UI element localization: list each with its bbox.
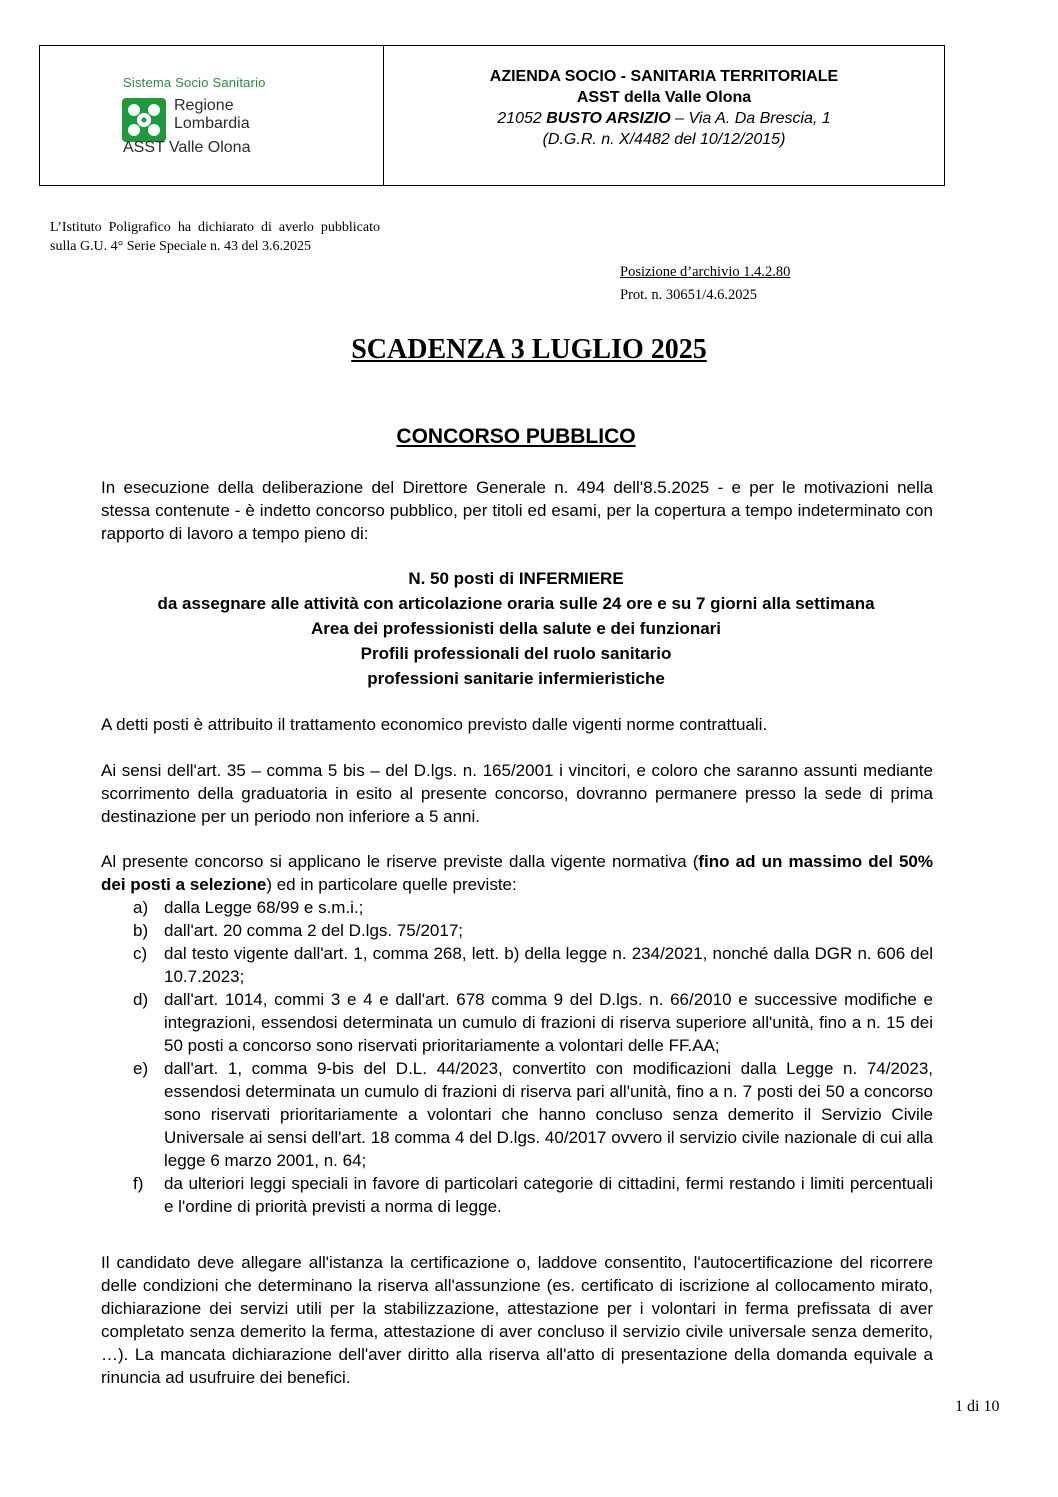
protocol-number: Prot. n. 30651/4.6.2025 (620, 287, 757, 303)
list-text: dall'art. 1, comma 9-bis del D.L. 44/2023, convertito con modificazioni dalla Legge n. 74/2023, essendosi determinata un cumulo di frazioni di riserva pari all'unità, fino a n. 7 posti dei 50 a concorso sono riservati prioritariamente a volontari che hanno concluso senza demerito il Servizio Civile Universale ai sensi dell'art. 18 comma 4 del D.lgs. 40/2017 ovvero il servizio civile nazionale di cui alla legge 6 marzo 2001, n. 64; (164, 1059, 933, 1170)
page-number: 1 di 10 (955, 1398, 1000, 1415)
list-letter: c) (133, 944, 148, 963)
logo-asst-name: ASST Valle Olona (123, 139, 251, 156)
list-letter: f) (133, 1174, 144, 1193)
position-area: Area dei professionisti della salute e dei funzionari (311, 619, 721, 638)
intro-paragraph: In esecuzione della deliberazione del Direttore Generale n. 494 dell'8.5.2025 - e per le motivazioni nella stessa contenute - è indetto concorso pubblico, per titoli ed esami, per la copertura a tempo indeterminato con rapporto di lavoro a tempo pieno di: (101, 478, 933, 543)
position-profile: Profili professionali del ruolo sanitario (360, 644, 672, 663)
economic-paragraph: A detti posti è attribuito il trattamento economico previsto dalle vigenti norme contrattuali. (101, 715, 768, 734)
address-city: BUSTO ARSIZIO (546, 110, 671, 127)
reserves-list (101, 896, 933, 1218)
regione-lombardia-logo-icon (122, 98, 166, 142)
publication-note: L’Istituto Poligrafico ha dichiarato di averlo pubblicato sulla G.U. 4° Serie Speciale n. 43 del 3.6.2025 (50, 220, 380, 254)
position-count: N. 50 posti di INFERMIERE (408, 569, 624, 588)
deadline-title: SCADENZA 3 LUGLIO 2025 (351, 334, 707, 365)
agency-name: AZIENDA SOCIO - SANITARIA TERRITORIALE (489, 68, 839, 85)
logo-region-line1: Regione (174, 97, 234, 114)
list-item (101, 896, 933, 919)
list-text: da ulteriori leggi speciali in favore di particolari categorie di cittadini, fermi restando i limiti percentuali e l'ordine di priorità previsti a norma di legge. (164, 1174, 933, 1216)
art35-paragraph: Ai sensi dell'art. 35 – comma 5 bis – del D.lgs. n. 165/2001 i vincitori, e coloro che saranno assunti mediante scorrimento della graduatoria in esito al presente concorso, dovranno permanere presso la sede di prima destinazione per un periodo non inferiore a 5 anni. (101, 761, 933, 826)
list-text: dall'art. 20 comma 2 del D.lgs. 75/2017; (164, 921, 464, 940)
address-street: – Via A. Da Brescia, 1 (670, 110, 831, 127)
agency-address (384, 108, 944, 129)
competition-title: CONCORSO PUBBLICO (396, 425, 636, 448)
logo-region-name (174, 97, 250, 133)
agency-cell (384, 46, 944, 185)
list-text: dal testo vigente dall'art. 1, comma 268, lett. b) della legge n. 234/2021, nonché dalla DGR n. 606 del 10.7.2023; (164, 944, 933, 986)
list-item (101, 988, 933, 1057)
list-item (101, 1057, 933, 1172)
list-letter: e) (133, 1059, 149, 1078)
archive-position: Posizione d’archivio 1.4.2.80 (620, 264, 791, 280)
list-item (101, 942, 933, 988)
list-letter: b) (133, 921, 149, 940)
logo-region-line2: Lombardia (174, 115, 250, 132)
logo-system-text: Sistema Socio Sanitario (123, 75, 266, 90)
agency-dgr: (D.G.R. n. X/4482 del 10/12/2015) (542, 131, 786, 148)
reserves-intro-bold: fino ad un massimo del 50% dei posti a selezione (101, 852, 933, 894)
header-table (39, 45, 945, 186)
list-text: dall'art. 1014, commi 3 e 4 e dall'art. 678 comma 9 del D.lgs. n. 66/2010 e successive modifiche e integrazioni, essendosi determinata un cumulo di frazioni di riserva superiore all'unità, fino a n. 15 dei 50 posti a concorso sono riservati prioritariamente a volontari delle FF.AA; (164, 990, 933, 1055)
position-profession: professioni sanitarie infermieristiche (367, 669, 665, 688)
list-item (101, 1172, 933, 1218)
agency-short-name: ASST della Valle Olona (576, 89, 752, 106)
position-schedule: da assegnare alle attività con articolazione oraria sulle 24 ore e su 7 giorni alla settimana (157, 594, 875, 613)
certification-paragraph: Il candidato deve allegare all'istanza la certificazione o, laddove consentito, l'autocertificazione del ricorrere delle condizioni che determinano la riserva all'assunzione (es. certificato di iscrizione al collocamento mirato, dichiarazione dei servizi utili per la stabilizzazione, attestazione per i volontari in ferma prefissata di aver completato senza demerito la ferma, attestazione di aver concluso il servizio civile universale senza demerito, …). La mancata dichiarazione dell'aver diritto alla riserva all'atto di presentazione della domanda equivale a rinuncia ad usufruire dei benefici. (101, 1253, 933, 1387)
logo-cell (40, 46, 384, 185)
list-letter: a) (133, 898, 149, 917)
reserves-intro-end: ) ed in particolare quelle previste: (266, 875, 517, 894)
list-letter: d) (133, 990, 149, 1009)
archive-block (620, 261, 790, 307)
list-text: dalla Legge 68/99 e s.m.i.; (164, 898, 364, 917)
list-item (101, 919, 933, 942)
address-code: 21052 (497, 110, 547, 127)
reserves-intro (101, 850, 933, 896)
reserves-intro-start: Al presente concorso si applicano le riserve previste dalla vigente normativa ( (101, 852, 699, 871)
